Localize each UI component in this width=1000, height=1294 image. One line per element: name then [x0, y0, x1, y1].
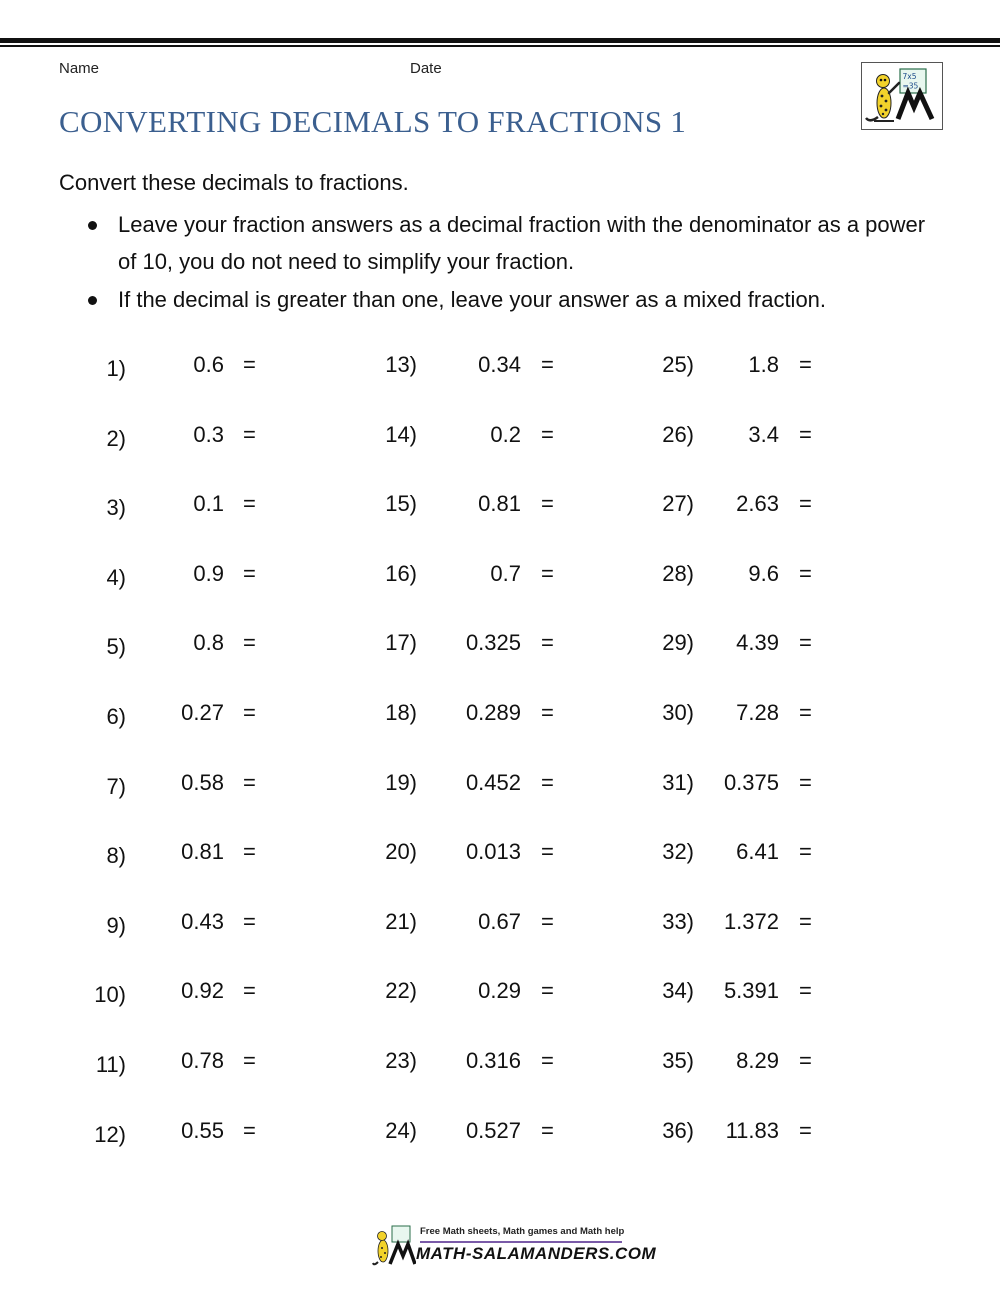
problem-number: 13)	[385, 352, 417, 377]
problem-number: 15)	[385, 491, 417, 517]
equals-sign: =	[243, 630, 256, 656]
equals-sign: =	[799, 839, 812, 865]
header-rule-thick	[0, 38, 1000, 43]
problem-row	[0, 491, 1000, 521]
problem-number: 19)	[385, 769, 417, 795]
decimal-value: 0.7	[490, 560, 521, 586]
decimal-value: 11.83	[725, 1117, 779, 1143]
equals-sign: =	[243, 491, 256, 517]
equals-sign: =	[799, 491, 812, 517]
equals-sign: =	[541, 908, 554, 934]
decimal-value: 0.92	[181, 978, 224, 1004]
instruction-bullet: If the decimal is greater than one, leave your answer as a mixed fraction.	[88, 281, 948, 318]
decimal-value: 0.375	[723, 769, 779, 795]
decimal-value: 0.78	[181, 1048, 224, 1073]
problem-number: 35)	[662, 1048, 694, 1073]
problem-number: 28)	[662, 560, 694, 586]
decimal-value: 0.34	[478, 352, 521, 377]
problem-row	[0, 352, 1000, 382]
decimal-value: 0.81	[181, 839, 224, 865]
equals-sign: =	[541, 1117, 554, 1143]
problem-number: 36)	[662, 1117, 694, 1143]
problem-number: 31)	[662, 769, 694, 795]
problem-number: 6)	[106, 704, 126, 729]
footer-tagline: Free Math sheets, Math games and Math help	[420, 1226, 625, 1237]
board-text-line1: 7x5	[902, 72, 917, 81]
decimal-value: 0.316	[465, 1048, 521, 1073]
equals-sign: =	[799, 1048, 812, 1073]
equals-sign: =	[243, 421, 256, 447]
equals-sign: =	[541, 352, 554, 377]
equals-sign: =	[541, 700, 554, 725]
decimal-value: 0.8	[193, 630, 224, 656]
problem-number: 12)	[94, 1121, 126, 1147]
problem-number: 25)	[662, 352, 694, 377]
board-text-line2: =35	[902, 81, 919, 91]
decimal-value: 9.6	[748, 560, 779, 586]
problem-number: 23)	[385, 1048, 417, 1073]
equals-sign: =	[243, 769, 256, 795]
problem-number: 1)	[106, 356, 126, 381]
problem-number: 34)	[662, 978, 694, 1004]
date-label: Date	[410, 60, 442, 77]
problem-row	[0, 770, 1000, 800]
problem-number: 10)	[94, 982, 126, 1008]
equals-sign: =	[243, 352, 256, 377]
problem-number: 26)	[662, 421, 694, 447]
decimal-value: 0.013	[465, 839, 521, 865]
problem-number: 22)	[385, 978, 417, 1004]
problem-number: 17)	[385, 630, 417, 656]
decimal-value: 5.391	[723, 978, 779, 1004]
equals-sign: =	[799, 908, 812, 934]
problem-number: 14)	[385, 421, 417, 447]
equals-sign: =	[541, 560, 554, 586]
name-label: Name	[59, 60, 100, 77]
equals-sign: =	[541, 421, 554, 447]
problem-number: 18)	[385, 700, 417, 725]
decimal-value: 1.8	[748, 352, 779, 377]
problem-number: 21)	[385, 908, 417, 934]
decimal-value: 0.527	[465, 1117, 521, 1143]
problem-number: 24)	[385, 1117, 417, 1143]
problem-number: 27)	[662, 491, 694, 517]
math-salamander-logo-icon	[372, 1224, 416, 1268]
decimal-value: 7.28	[736, 700, 779, 725]
problem-number: 11)	[95, 1052, 126, 1077]
problem-row	[0, 978, 1000, 1008]
problem-number: 3)	[106, 495, 126, 521]
equals-sign: =	[243, 560, 256, 586]
problem-row	[0, 630, 1000, 660]
problem-number: 29)	[662, 630, 694, 656]
decimal-value: 0.452	[465, 769, 521, 795]
footer-branding	[372, 1224, 657, 1270]
instructions-intro: Convert these decimals to fractions.	[59, 170, 409, 195]
problem-number: 8)	[106, 843, 126, 869]
math-salamander-logo-icon	[861, 62, 943, 130]
decimal-value: 0.81	[478, 491, 521, 517]
footer-brand-link[interactable]: MATH-SALAMANDERS.COM	[416, 1244, 657, 1263]
decimal-value: 0.1	[193, 491, 224, 517]
decimal-value: 0.6	[193, 352, 224, 377]
decimal-value: 8.29	[736, 1048, 779, 1073]
decimal-value: 0.55	[181, 1117, 224, 1143]
decimal-value: 6.41	[736, 839, 779, 865]
problem-number: 9)	[106, 912, 126, 938]
problem-row	[0, 1118, 1000, 1148]
equals-sign: =	[541, 1048, 554, 1073]
decimal-value: 2.63	[736, 491, 779, 517]
decimal-value: 0.43	[181, 908, 224, 934]
equals-sign: =	[541, 491, 554, 517]
equals-sign: =	[243, 839, 256, 865]
equals-sign: =	[243, 978, 256, 1004]
equals-sign: =	[799, 352, 812, 377]
problem-number: 20)	[385, 839, 417, 865]
problem-row	[0, 700, 1000, 730]
equals-sign: =	[243, 1117, 256, 1143]
decimal-value: 3.4	[748, 421, 779, 447]
problem-row	[0, 422, 1000, 452]
problem-number: 2)	[106, 425, 126, 451]
equals-sign: =	[541, 839, 554, 865]
problem-row	[0, 839, 1000, 869]
equals-sign: =	[541, 769, 554, 795]
instructions-list	[88, 206, 948, 319]
equals-sign: =	[799, 700, 812, 725]
decimal-value: 0.58	[181, 769, 224, 795]
equals-sign: =	[799, 560, 812, 586]
equals-sign: =	[541, 978, 554, 1004]
instruction-bullet: Leave your fraction answers as a decimal fraction with the denominator as a power of 10, you do not need to simplify your fraction.	[88, 206, 948, 280]
decimal-value: 0.2	[490, 421, 521, 447]
problem-number: 32)	[662, 839, 694, 865]
equals-sign: =	[799, 630, 812, 656]
problem-number: 30)	[662, 700, 694, 725]
problem-row	[0, 561, 1000, 591]
equals-sign: =	[541, 630, 554, 656]
worksheet-title: CONVERTING DECIMALS TO FRACTIONS 1	[59, 104, 687, 139]
problem-number: 4)	[106, 564, 126, 590]
equals-sign: =	[799, 978, 812, 1004]
decimal-value: 0.289	[465, 700, 521, 725]
decimal-value: 4.39	[736, 630, 779, 656]
problem-number: 5)	[106, 634, 126, 660]
decimal-value: 0.9	[193, 560, 224, 586]
equals-sign: =	[799, 769, 812, 795]
equals-sign: =	[243, 908, 256, 934]
decimal-value: 1.372	[723, 908, 779, 934]
problem-row	[0, 909, 1000, 939]
decimal-value: 0.3	[193, 421, 224, 447]
equals-sign: =	[243, 1048, 256, 1073]
decimal-value: 0.325	[465, 630, 521, 656]
problem-number: 7)	[106, 773, 126, 799]
salamander-logo-art	[862, 63, 941, 128]
footer-divider	[420, 1241, 622, 1243]
problem-number: 16)	[385, 560, 417, 586]
problem-number: 33)	[662, 908, 694, 934]
decimal-value: 0.29	[478, 978, 521, 1004]
equals-sign: =	[799, 421, 812, 447]
decimal-value: 0.27	[181, 700, 224, 725]
header-rule-thin	[0, 45, 1000, 47]
decimal-value: 0.67	[478, 908, 521, 934]
equals-sign: =	[243, 700, 256, 725]
equals-sign: =	[799, 1117, 812, 1143]
problem-row	[0, 1048, 1000, 1078]
